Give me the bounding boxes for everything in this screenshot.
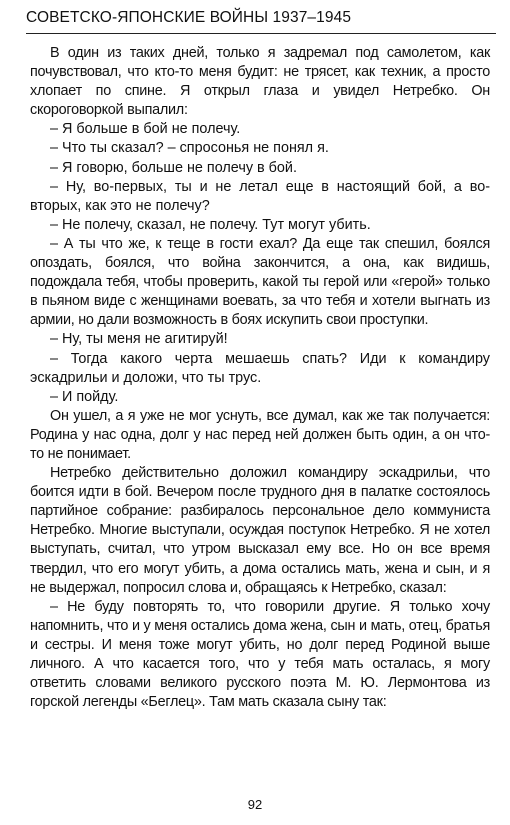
page-body bbox=[30, 44, 490, 712]
paragraph: – Я больше в бой не полечу. bbox=[50, 121, 241, 138]
paragraph: – Ну, во-первых, ты и не летал еще в настоящий бой, а во-вторых, как это не полечу? bbox=[30, 178, 490, 214]
paragraph: – Тогда какого черта мешаешь спать? Иди к командиру эскадрильи и доложи, что ты трус. bbox=[30, 350, 490, 386]
paragraph: – Не полечу, сказал, не полечу. Тут могут убить. bbox=[50, 216, 371, 233]
paragraph: – Не буду повторять то, что говорили другие. Я только хочу напомнить, что и у меня остались дома жена, сын и мать, отец, братья и сестры. И меня тоже могут убить, но долг перед Родиной выше личного. А что касается того, что у тебя мать осталась, я могу ответить словами великого русского поэта М. Ю. Лермонтова из горской легенды «Беглец». Там мать сказала сыну так: bbox=[30, 598, 490, 711]
paragraph: – Я говорю, больше не полечу в бой. bbox=[50, 159, 297, 176]
paragraph: – А ты что же, к теще в гости ехал? Да еще так спешил, боялся опоздать, боялся, что война закончится, а она, как видишь, подождала тебя, чтобы проверить, какой ты герой или «герой» только в пьяном виде с женщинами воевать, за что тебя и хотели выгнать из армии, но дали возможность в боях искупить свои проступки. bbox=[30, 235, 490, 329]
paragraph: Он ушел, а я уже не мог уснуть, все думал, как же так получается: Родина у нас одна, долг у нас перед ней должен быть один, а он что-то не понимает. bbox=[30, 407, 490, 462]
running-header: СОВЕТСКО-ЯПОНСКИЕ ВОЙНЫ 1937–1945 bbox=[26, 9, 352, 26]
paragraph: – И пойду. bbox=[50, 388, 119, 405]
page-number: 92 bbox=[247, 797, 263, 812]
paragraph: – Ну, ты меня не агитируй! bbox=[50, 331, 228, 348]
header-rule bbox=[26, 33, 496, 34]
paragraph: – Что ты сказал? – спросонья не понял я. bbox=[50, 140, 329, 157]
paragraph: Нетребко действительно доложил командиру эскадрильи, что боится идти в бой. Вечером после трудного дня в палатке состоялось партийное собрание: разбиралось персональное дело коммуниста Нетребко. Многие выступали, осуждая поступок Нетребко. Я не хотел выступать, считал, что утром высказал ему все. Но он все время твердил, что его могут убить, а дома остались мать, жена и сын, и я не выдержал, попросил слова и, обращаясь к Нетребко, сказал: bbox=[30, 465, 490, 596]
paragraph: В один из таких дней, только я задремал под самолетом, как почувствовал, что кто-то меня будит: не трясет, как техник, а просто хлопает по спине. Я открыл глаза и увидел Нетребко. Он скороговоркой выпалил: bbox=[30, 45, 490, 119]
